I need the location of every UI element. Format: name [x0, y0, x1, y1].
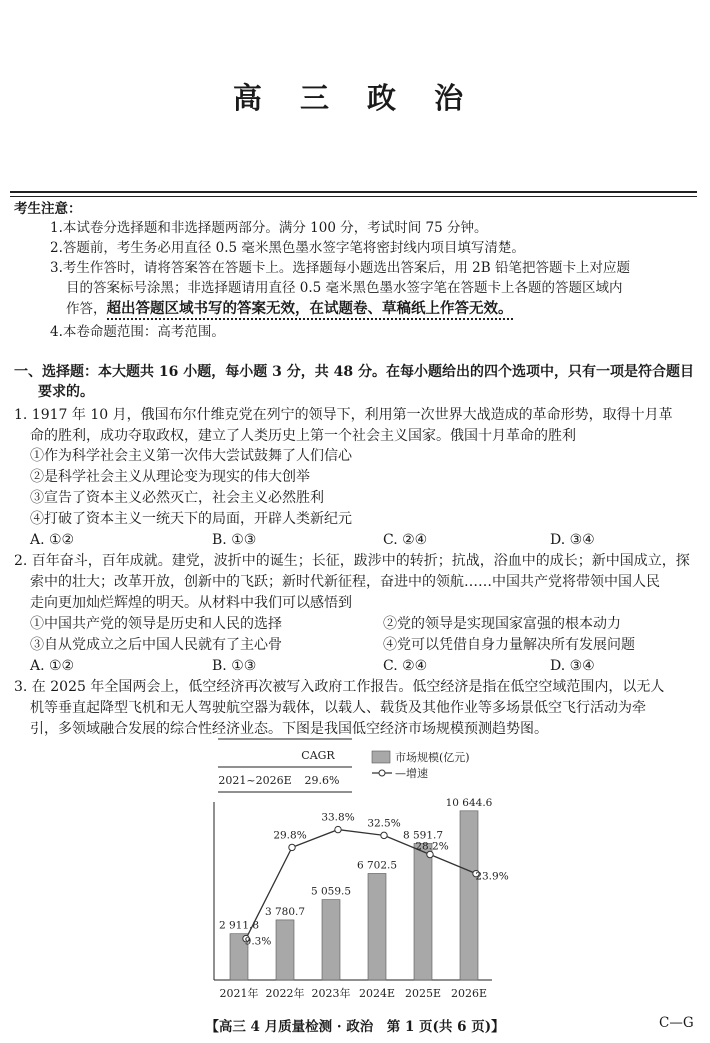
- q2-stem: 2. 百年奋斗，百年成就。建党，波折中的诞生；长征，跋涉中的转折；抗战，浴血中的成长；新中国成立，探: [14, 553, 690, 569]
- notice-item-3: 3.考生作答时，请将答案答在答题卡上。选择题每小题选出答案后，用 2B 铅笔把答题卡上对应题: [50, 260, 630, 276]
- notice-item-3-prefix: 作答，: [66, 301, 107, 317]
- notice-item-3-end: [66, 299, 513, 319]
- bar-value-label-4: 6 702.5: [356, 859, 398, 872]
- section-heading-cont: 要求的。: [38, 384, 94, 400]
- growth-label-5: 28.2%: [415, 840, 449, 853]
- cagr-value: 29.6%: [304, 774, 340, 787]
- growth-point-4: [381, 832, 387, 838]
- q1-statement-2: ②是科学社会主义从理论变为现实的伟大创举: [30, 469, 310, 485]
- legend-line-marker: [379, 770, 385, 776]
- x-tick-label-3: 2023年: [311, 987, 351, 1000]
- growth-label-2: 29.8%: [273, 829, 307, 842]
- bar-value-label-3: 5 059.5: [310, 885, 352, 898]
- legend-line-name: 增速: [406, 767, 428, 780]
- q2-stem-cont: 索中的壮大；改革开放，创新中的飞跃；新时代新征程，奋进中的领航……中国共产党将带领中国人民: [30, 574, 660, 590]
- paper-code: C—G: [659, 1015, 694, 1031]
- q1-statement-1: ①作为科学社会主义第一次伟大尝试鼓舞了人们信心: [30, 448, 352, 464]
- x-tick-label-4: 2024E: [358, 987, 396, 1000]
- divider: [10, 196, 697, 197]
- q1-stem: 1. 1917 年 10 月，俄国布尔什维克党在列宁的领导下，利用第一次世界大战造成的革命形势，取得十月革: [14, 407, 673, 423]
- legend-bar-swatch: [372, 751, 390, 763]
- x-tick-label-6: 2026E: [450, 987, 488, 1000]
- notice-emphasis: 超出答题区域书写的答案无效，在试题卷、草稿纸上作答无效。: [107, 300, 513, 320]
- q2-option-c[interactable]: C. ②④: [383, 658, 428, 674]
- growth-label-6: 23.9%: [475, 870, 509, 883]
- growth-label-1: 9.3%: [244, 935, 272, 948]
- bar-4: [368, 873, 386, 980]
- x-tick-label-1: 2021年: [219, 987, 259, 1000]
- legend-line-label: [395, 766, 428, 780]
- q2-stem-end: 走向更加灿烂辉煌的明天。从材料中我们可以感悟到: [30, 595, 352, 611]
- q1-stem-cont: 命的胜利，成功夺取政权，建立了人类历史上第一个社会主义国家。俄国十月革命的胜利: [30, 428, 576, 444]
- q2-statement-4: ④党可以凭借自身力量解决所有发展问题: [383, 637, 635, 653]
- page-footer: 【高三 4 月质量检测 · 政治 第 1 页(共 6 页)】: [205, 1019, 505, 1035]
- notice-item-1: 1.本试卷分选择题和非选择题两部分。满分 100 分，考试时间 75 分钟。: [50, 220, 488, 236]
- bar-value-label-2: 3 780.7: [264, 905, 306, 918]
- q3-stem-cont: 机等垂直起降型飞机和无人驾驶航空器为载体，以载人、载货及其他作业等多场景低空飞行活动为牵: [30, 700, 646, 716]
- growth-point-2: [289, 844, 295, 850]
- bar-5: [414, 843, 432, 980]
- x-tick-label-2: 2022年: [265, 987, 305, 1000]
- bar-3: [322, 900, 340, 980]
- page-title: 高 三 政 治: [232, 81, 478, 115]
- notice-item-3-cont: 目的答案标号涂黑；非选择题请用直径 0.5 毫米黑色墨水签字笔在答题卡上各题的答题区域内: [66, 280, 623, 296]
- q1-statement-3: ③宣告了资本主义必然灭亡，社会主义必然胜利: [30, 490, 324, 506]
- q2-option-b[interactable]: B. ①③: [212, 658, 257, 674]
- q2-statement-1: ①中国共产党的领导是历史和人民的选择: [30, 616, 282, 632]
- notice-item-4: 4.本卷命题范围：高考范围。: [50, 324, 225, 340]
- divider: [10, 191, 697, 193]
- q1-option-a[interactable]: A. ①②: [30, 532, 75, 548]
- q3-stem: 3. 在 2025 年全国两会上，低空经济再次被写入政府工作报告。低空经济是指在低空空域范围内，以无人: [14, 679, 665, 695]
- q2-option-d[interactable]: D. ③④: [550, 658, 595, 674]
- growth-point-3: [335, 826, 341, 832]
- bar-2: [276, 920, 294, 980]
- legend-line-dash: —: [395, 767, 406, 780]
- growth-label-4: 32.5%: [367, 817, 401, 830]
- bar-value-label-1: 2 911.8: [218, 919, 260, 932]
- cagr-period: 2021~2026E: [218, 774, 292, 787]
- q3-stem-end: 引，多领域融合发展的综合性经济业态。下图是我国低空经济市场规模预测趋势图。: [30, 721, 548, 737]
- notice-item-2: 2.答题前，考生务必用直径 0.5 毫米黑色墨水签字笔将密封线内项目填写清楚。: [50, 240, 525, 256]
- q1-option-b[interactable]: B. ①③: [212, 532, 257, 548]
- q2-statement-2: ②党的领导是实现国家富强的根本动力: [383, 616, 621, 632]
- q2-option-a[interactable]: A. ①②: [30, 658, 75, 674]
- bar-6: [460, 811, 478, 980]
- cagr-header: CAGR: [301, 749, 335, 762]
- notice-heading: 考生注意：: [14, 201, 82, 217]
- legend-bar-label: 市场规模(亿元): [395, 751, 470, 764]
- q1-option-c[interactable]: C. ②④: [383, 532, 428, 548]
- bar-value-label-5: 8 591.7: [402, 829, 444, 842]
- q1-statement-4: ④打破了资本主义一统天下的局面，开辟人类新纪元: [30, 511, 352, 527]
- section-heading: 一、选择题：本大题共 16 小题，每小题 3 分，共 48 分。在每小题给出的四个选项中，只有一项是符合题目: [14, 364, 694, 380]
- market-size-chart: [0, 730, 710, 1010]
- q1-option-d[interactable]: D. ③④: [550, 532, 595, 548]
- q2-statement-3: ③自从党成立之后中国人民就有了主心骨: [30, 637, 282, 653]
- x-tick-label-5: 2025E: [404, 987, 442, 1000]
- growth-label-3: 33.8%: [321, 811, 355, 824]
- bar-value-label-6: 10 644.6: [445, 796, 493, 809]
